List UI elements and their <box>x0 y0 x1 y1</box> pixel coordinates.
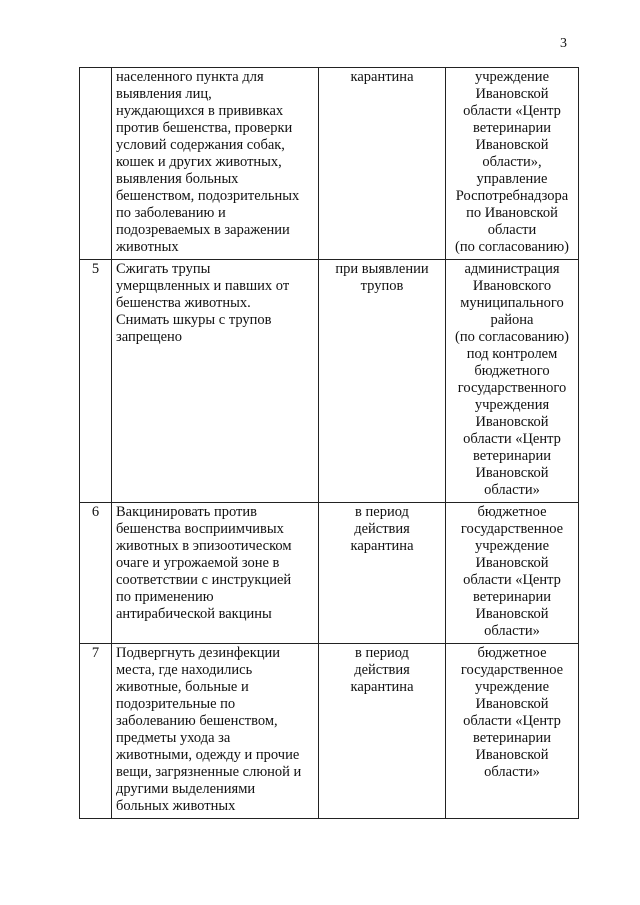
action-line: населенного пункта для <box>116 69 264 85</box>
responsible-line: под контролем <box>466 346 558 362</box>
responsible-line: Роспотребнадзора <box>455 188 569 204</box>
period-line: карантина <box>350 679 414 695</box>
action-line: кошек и других животных, <box>116 154 282 170</box>
responsible-line: области «Центр <box>463 431 561 447</box>
responsible-line: ветеринарии <box>473 730 551 746</box>
responsible-cell <box>446 644 579 819</box>
action-line: подозрительные по <box>116 696 236 712</box>
table-row <box>80 644 579 819</box>
action-line: Сжигать трупы <box>116 261 211 277</box>
responsible-cell <box>446 503 579 644</box>
action-line: условий содержания собак, <box>116 137 285 153</box>
action-line: выявления лиц, <box>116 86 212 102</box>
period-line: карантина <box>350 538 414 554</box>
responsible-line: области <box>487 222 537 238</box>
action-line: бешенства восприимчивых <box>116 521 284 537</box>
action-line: антирабической вакцины <box>116 606 272 622</box>
period-line: в период <box>355 504 409 520</box>
period-cell <box>319 260 446 503</box>
responsible-line: Ивановской <box>475 137 549 153</box>
responsible-line: Ивановской <box>475 465 549 481</box>
action-line: запрещено <box>116 329 183 345</box>
action-line: предметы ухода за <box>116 730 231 746</box>
responsible-line: бюджетное <box>477 504 547 520</box>
action-cell <box>112 644 319 819</box>
responsible-line: Ивановской <box>475 606 549 622</box>
period-line: действия <box>354 521 410 537</box>
action-cell <box>112 260 319 503</box>
period-line: карантина <box>350 69 414 85</box>
table-row <box>80 68 579 260</box>
period-cell <box>319 503 446 644</box>
action-line: подозреваемых в заражении <box>116 222 290 238</box>
responsible-line: области» <box>484 482 540 498</box>
action-line: Вакцинировать против <box>116 504 257 520</box>
responsible-line: муниципального <box>460 295 564 311</box>
responsible-line: (по согласованию) <box>455 239 569 255</box>
responsible-line: государственное <box>460 662 564 678</box>
responsible-line: учреждение <box>474 69 549 85</box>
action-line: выявления больных <box>116 171 239 187</box>
action-line: соответствии с инструкцией <box>116 572 292 588</box>
action-line: очаге и угрожаемой зоне в <box>116 555 280 571</box>
action-line: животных в эпизоотическом <box>116 538 292 554</box>
page-number: 3 <box>560 36 567 51</box>
responsible-line: ветеринарии <box>473 120 551 136</box>
action-line: по применению <box>116 589 214 605</box>
table-body <box>80 68 579 819</box>
responsible-line: государственное <box>460 521 564 537</box>
responsible-cell <box>446 68 579 260</box>
responsible-line: области» <box>484 623 540 639</box>
responsible-line: Ивановского <box>472 278 552 294</box>
responsible-line: государственного <box>457 380 567 396</box>
period-line: трупов <box>360 278 404 294</box>
measures-table <box>79 67 579 819</box>
table-row <box>80 503 579 644</box>
period-line: в период <box>355 645 409 661</box>
row-number <box>80 68 112 260</box>
action-line: животными, одежду и прочие <box>116 747 300 763</box>
action-line: животные, больные и <box>116 679 249 695</box>
action-line: бешенством, подозрительных <box>116 188 300 204</box>
action-line: нуждающихся в прививках <box>116 103 284 119</box>
responsible-line: Ивановской <box>475 747 549 763</box>
responsible-line: Ивановской <box>475 696 549 712</box>
action-line: животных <box>116 239 179 255</box>
action-line: бешенства животных. <box>116 295 251 311</box>
row-number: 5 <box>80 260 112 503</box>
responsible-line: области «Центр <box>463 713 561 729</box>
responsible-line: учреждение <box>474 679 549 695</box>
action-line: вещи, загрязненные слюной и <box>116 764 302 780</box>
period-cell <box>319 644 446 819</box>
action-line: по заболеванию и <box>116 205 226 221</box>
period-line: при выявлении <box>335 261 429 277</box>
responsible-line: области «Центр <box>463 103 561 119</box>
action-line: Снимать шкуры с трупов <box>116 312 272 328</box>
action-line: заболеванию бешенством, <box>116 713 278 729</box>
action-cell <box>112 68 319 260</box>
responsible-line: Ивановской <box>475 414 549 430</box>
responsible-cell <box>446 260 579 503</box>
action-line: против бешенства, проверки <box>116 120 293 136</box>
responsible-line: области «Центр <box>463 572 561 588</box>
responsible-line: по Ивановской <box>466 205 558 221</box>
responsible-line: района <box>490 312 534 328</box>
responsible-line: учреждение <box>474 538 549 554</box>
action-line: места, где находились <box>116 662 253 678</box>
responsible-line: бюджетное <box>477 645 547 661</box>
responsible-line: администрация <box>464 261 560 277</box>
action-line: другими выделениями <box>116 781 256 797</box>
responsible-line: ветеринарии <box>473 448 551 464</box>
action-line: больных животных <box>116 798 236 814</box>
action-line: Подвергнуть дезинфекции <box>116 645 281 661</box>
responsible-line: бюджетного <box>474 363 550 379</box>
responsible-line: области» <box>484 764 540 780</box>
action-cell <box>112 503 319 644</box>
row-number: 7 <box>80 644 112 819</box>
period-cell <box>319 68 446 260</box>
action-line: умерщвленных и павших от <box>116 278 290 294</box>
responsible-line: ветеринарии <box>473 589 551 605</box>
table-row <box>80 260 579 503</box>
responsible-line: (по согласованию) <box>455 329 569 345</box>
responsible-line: области», <box>482 154 542 170</box>
responsible-line: Ивановской <box>475 86 549 102</box>
period-line: действия <box>354 662 410 678</box>
responsible-line: учреждения <box>474 397 550 413</box>
responsible-line: управление <box>476 171 548 187</box>
responsible-line: Ивановской <box>475 555 549 571</box>
row-number: 6 <box>80 503 112 644</box>
